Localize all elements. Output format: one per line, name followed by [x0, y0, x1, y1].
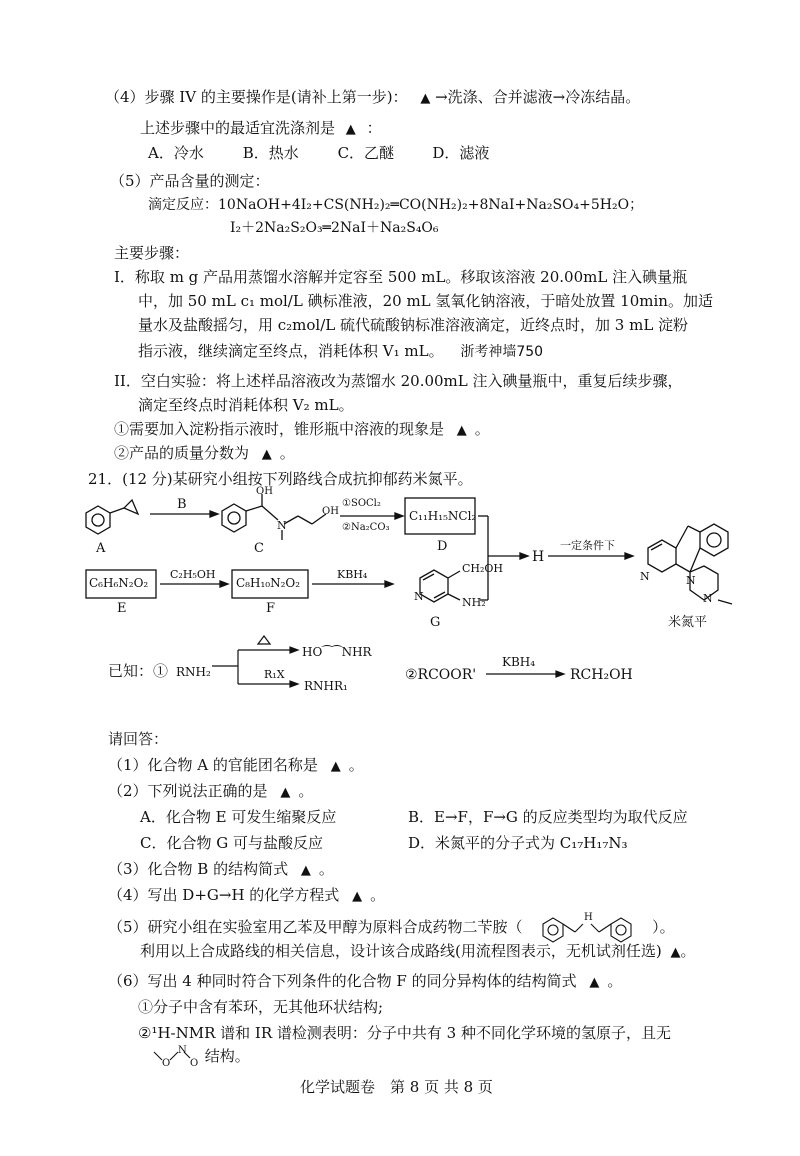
nitrite-n: N: [178, 1045, 187, 1056]
q21-p6-cond3: [150, 1044, 250, 1070]
q5-sub2-text: ②产品的质量分数为: [114, 444, 250, 462]
reagent-ethanol: C₂H₅OH: [170, 568, 216, 581]
answer-blank-marker: ▲: [589, 975, 600, 990]
q21-p2-option-d: D．米氮平的分子式为 C₁₇H₁₇N₃: [408, 834, 628, 852]
q21-ask: 请回答：: [108, 730, 169, 748]
q5-step1-line3: 量水及盐酸摇匀，用 c₂mol/L 硫代硫酸钠标准溶液滴定，近终点时，加 3 mL 淀粉: [138, 316, 689, 334]
product-n3: N: [703, 592, 713, 605]
known-reactions: [0, 636, 800, 696]
q21-p6-cond3-text: 结构。: [204, 1047, 250, 1065]
q21-p4-text: （4）写出 D+G→H 的化学方程式: [108, 886, 340, 904]
answer-blank-marker: ▲: [300, 863, 311, 878]
q21-p2: [108, 780, 313, 804]
reagent-socl2: ①SOCl₂: [342, 498, 381, 509]
q5-steps-title: 主要步骤：: [114, 244, 190, 262]
q21-header: 21．(12 分)某研究小组按下列路线合成抗抑郁药米氮平。: [88, 470, 473, 488]
period: 。: [474, 420, 490, 438]
label-a: A: [96, 541, 106, 556]
q21-p5-line2: [140, 940, 696, 964]
answer-blank-marker: ▲: [420, 91, 431, 106]
period: 。: [318, 860, 334, 878]
label-f: F: [266, 601, 276, 616]
q5-reaction-1: 滴定反应：10NaOH+4I₂+CS(NH₂)₂═CO(NH₂)₂+8NaI+Na₂SO₄+5H₂O；: [148, 197, 644, 213]
g-nh2: NH₂: [462, 596, 486, 609]
q21-p6-cond2: ②¹H-NMR 谱和 IR 谱检测表明：分子中共有 3 种不同化学环境的氢原子，且无: [138, 1024, 671, 1042]
q21-p5-text2: 利用以上合成路线的相关信息，设计该合成路线(用流程图表示，无机试剂任选): [140, 942, 662, 960]
q4-line1: [105, 86, 640, 110]
nitrite-o2: O: [190, 1058, 199, 1069]
q5-step2-line1: II．空白实验：将上述样品溶液改为蒸馏水 20.00mL 注入碘量瓶中，重复后续步骤，: [114, 372, 683, 390]
product-name: 米氮平: [668, 615, 708, 630]
q21-p2-text: （2）下列说法正确的是: [108, 782, 268, 800]
reagent-na2co3: ②Na₂CO₃: [342, 522, 390, 533]
q4-option-b: B．热水: [242, 144, 299, 162]
q21-p3-text: （3）化合物 B 的结构简式: [108, 860, 289, 878]
q21-p1-text: （1）化合物 A 的官能团名称是: [108, 756, 318, 774]
q4-colon: ：: [366, 119, 382, 137]
d-formula: C₁₁H₁₅NCl₂: [409, 509, 477, 523]
label-b: B: [177, 497, 187, 512]
q5-step1-line1: I．称取 m g 产品用蒸馏水溶解并定容至 500 mL。移取该溶液 20.00mL 注入碘量瓶: [114, 268, 688, 286]
label-d: D: [437, 539, 448, 554]
answer-blank-marker: ▲: [352, 889, 363, 904]
c-oh2-label: OH: [322, 506, 339, 517]
f-formula: C₈H₁₀N₂O₂: [236, 576, 301, 590]
q21-p5-text: （5）研究小组在实验室用乙苯及甲醇为原料合成药物二苄胺（: [108, 918, 523, 936]
period: 。: [607, 972, 623, 990]
answer-blank-marker: ▲: [345, 122, 356, 137]
q21-p1: [108, 754, 364, 778]
q5-sub2: [114, 442, 295, 466]
q21-p6: [108, 970, 622, 994]
product-n2: N: [686, 574, 696, 587]
period: 。: [680, 942, 696, 960]
nitrite-structure: [150, 1044, 200, 1070]
q5-sub1-text: ①需要加入淀粉指示液时，锥形瓶中溶液的现象是: [114, 420, 445, 438]
q21-p3: [108, 858, 334, 882]
q21-p6-text: （6）写出 4 种同时符合下列条件的化合物 F 的同分异构体的结构简式: [108, 972, 577, 990]
page-footer: 化学试题卷 第 8 页 共 8 页: [300, 1078, 493, 1096]
known-r1x: R₁X: [264, 668, 285, 681]
q5-step2-line2: 滴定至终点时消耗体积 V₂ mL。: [138, 396, 354, 414]
label-c: C: [254, 541, 264, 556]
q5-reaction-2: I₂＋2Na₂S₂O₃═2NaI＋Na₂S₄O₆: [230, 220, 439, 236]
q4-options: [148, 142, 522, 164]
c-n-label: N: [277, 519, 287, 532]
condition-label: 一定条件下: [560, 539, 615, 552]
q21-p5-end: ）。: [652, 918, 675, 936]
product-n1: N: [640, 570, 650, 583]
q4-prompt: （4）步骤 IV 的主要操作是(请补上第一步)：: [105, 88, 408, 106]
label-e: E: [117, 601, 127, 616]
compound-g-structure: [420, 570, 460, 602]
q4-option-c: C．乙醚: [337, 144, 395, 162]
e-formula: C₆H₆N₂O₂: [89, 576, 149, 590]
q5-step1-line2: 中，加 50 mL c₁ mol/L 碘标准液，20 mL 氢氧化钠溶液，于暗处放置 10min。加适: [138, 292, 713, 310]
q5-step1-line4: [138, 340, 543, 363]
known-label: 已知：①: [108, 662, 169, 680]
q5-sub1: [114, 418, 490, 442]
period: 。: [348, 756, 364, 774]
known2-left: ②RCOOR': [405, 667, 477, 683]
q4-flow: →洗涤、合并滤液→冷冻结晶。: [435, 88, 641, 106]
known2-right: RCH₂OH: [570, 667, 633, 683]
c-oh-label: OH: [256, 486, 273, 497]
q4-option-a: A．冷水: [148, 144, 204, 162]
period: 。: [370, 886, 386, 904]
compound-a-structure: [86, 500, 138, 534]
answer-blank-marker: ▲: [670, 945, 681, 960]
g-n: N: [414, 590, 424, 603]
nh-label: H: [584, 912, 594, 923]
label-h: H: [532, 549, 545, 565]
q5-step1-text: 指示液，继续滴定至终点，消耗体积 V₁ mL。: [138, 342, 444, 360]
q21-p6-cond1: ①分子中含有苯环，无其他环状结构;: [138, 998, 384, 1016]
answer-blank-marker: ▲: [261, 447, 272, 462]
known-rnh2: RNH₂: [176, 665, 211, 679]
answer-blank-marker: ▲: [330, 759, 341, 774]
known-prod1: HO⁀⁀NHR: [302, 645, 372, 659]
period: 。: [298, 782, 314, 800]
q21-p2-option-b: B．E→F，F→G 的反应类型均为取代反应: [408, 808, 688, 826]
q5-title: （5）产品含量的测定：: [110, 172, 270, 190]
label-g: G: [430, 615, 441, 630]
q21-p2-option-a: A．化合物 E 可发生缩聚反应: [140, 808, 337, 826]
known2-reagent: KBH₄: [502, 655, 536, 669]
answer-blank-marker: ▲: [456, 423, 467, 438]
nitrite-o1: O: [162, 1058, 171, 1069]
q4-line2: [140, 117, 382, 141]
known-prod2: RNHR₁: [304, 679, 348, 693]
mirtazapine-structure: [648, 524, 732, 604]
q21-p2-option-c: C．化合物 G 可与盐酸反应: [140, 834, 323, 852]
g-ch2oh: CH₂OH: [462, 562, 504, 575]
q21-p4: [108, 884, 385, 908]
compound-c-structure: [222, 494, 326, 540]
watermark: 浙考神墙750: [460, 344, 544, 360]
q4-washing-prompt: 上述步骤中的最适宜洗涤剂是: [140, 119, 336, 137]
answer-blank-marker: ▲: [280, 785, 291, 800]
reagent-kbh4: KBH₄: [337, 568, 368, 581]
period: 。: [279, 444, 295, 462]
q4-option-d: D．滤液: [432, 144, 490, 162]
